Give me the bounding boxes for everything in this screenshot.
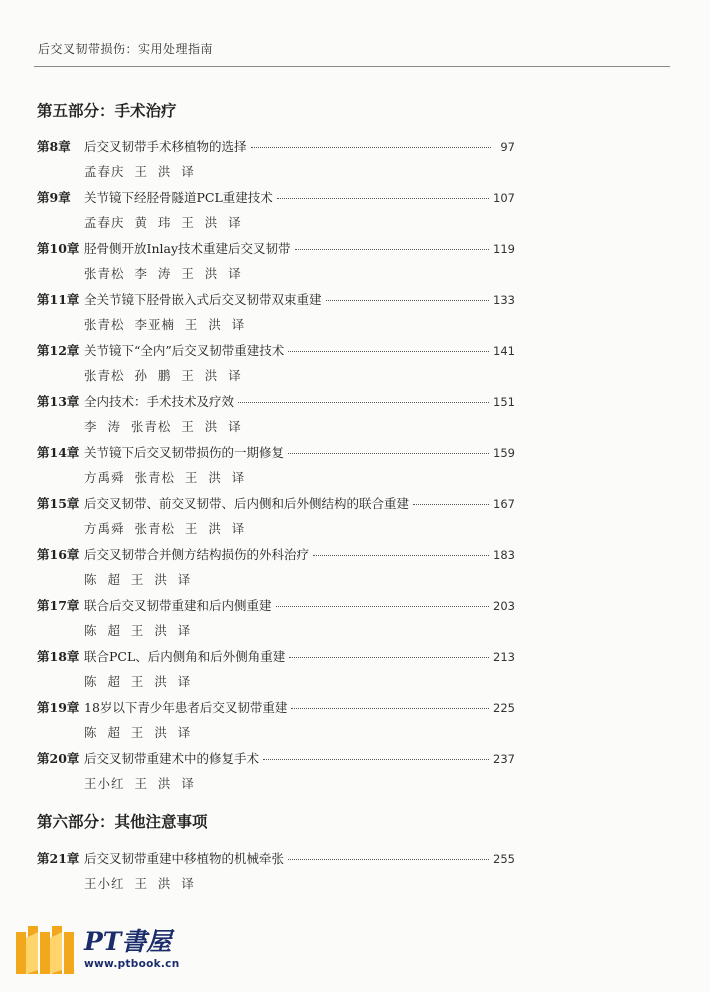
page-number: 167 xyxy=(493,497,515,511)
dot-leader xyxy=(295,248,490,250)
page-number: 255 xyxy=(493,852,515,866)
toc-entry xyxy=(37,848,515,899)
chapter-line[interactable] xyxy=(37,136,515,158)
translators: 陈 超 王 洪 译 xyxy=(84,674,192,689)
chapter-title: 后交叉韧带重建术中的修复手术 xyxy=(84,751,260,766)
chapter-number: 第11章 xyxy=(37,292,80,307)
table-of-contents xyxy=(37,100,515,899)
chapter-number: 第10章 xyxy=(37,241,80,256)
dot-leader xyxy=(289,656,489,658)
section-title: 第五部分：手术治疗 xyxy=(37,101,177,120)
chapter-number: 第16章 xyxy=(37,547,80,562)
page-number: 97 xyxy=(500,140,515,154)
toc-entry xyxy=(37,136,515,187)
chapter-line[interactable] xyxy=(37,493,515,515)
chapter-title: 后交叉韧带手术移植物的选择 xyxy=(84,139,247,154)
toc-entry xyxy=(37,646,515,697)
chapter-number: 第17章 xyxy=(37,598,80,613)
page-number: 225 xyxy=(493,701,515,715)
running-header: 后交叉韧带损伤：实用处理指南 xyxy=(38,42,214,56)
chapter-title: 联合PCL、后内侧角和后外侧角重建 xyxy=(84,649,286,664)
toc-entry xyxy=(37,238,515,289)
translators: 张青松 李 涛 王 洪 译 xyxy=(84,266,242,281)
dot-leader xyxy=(288,858,489,860)
chapter-line[interactable] xyxy=(37,289,515,311)
chapter-line[interactable] xyxy=(37,748,515,770)
dot-leader xyxy=(291,707,489,709)
translators: 方禹舜 张青松 王 洪 译 xyxy=(84,521,246,536)
chapter-line[interactable] xyxy=(37,442,515,464)
toc-entry xyxy=(37,187,515,238)
page-number: 159 xyxy=(493,446,515,460)
translators: 李 涛 张青松 王 洪 译 xyxy=(84,419,242,434)
translators: 王小红 王 洪 译 xyxy=(84,776,195,791)
chapter-number: 第15章 xyxy=(37,496,80,511)
chapter-line[interactable] xyxy=(37,848,515,870)
dot-leader xyxy=(288,452,489,454)
chapter-line[interactable] xyxy=(37,238,515,260)
header-rule xyxy=(34,66,670,67)
chapter-number: 第12章 xyxy=(37,343,80,358)
dot-leader xyxy=(413,503,489,505)
toc-entry xyxy=(37,289,515,340)
page-number: 183 xyxy=(493,548,515,562)
translators: 孟春庆 黄 玮 王 洪 译 xyxy=(84,215,242,230)
translators: 孟春庆 王 洪 译 xyxy=(84,164,195,179)
toc-entry xyxy=(37,595,515,646)
chapter-title: 18岁以下青少年患者后交叉韧带重建 xyxy=(84,700,288,715)
book-stack-logo-icon xyxy=(14,918,80,978)
page-number: 133 xyxy=(493,293,515,307)
chapter-number: 第9章 xyxy=(37,190,71,205)
translators: 陈 超 王 洪 译 xyxy=(84,725,192,740)
chapter-title: 关节镜下经胫骨隧道PCL重建技术 xyxy=(84,190,273,205)
chapter-title: 关节镜下“全内”后交叉韧带重建技术 xyxy=(84,343,285,358)
chapter-title: 后交叉韧带重建中移植物的机械牵张 xyxy=(84,851,285,866)
translators: 张青松 李亚楠 王 洪 译 xyxy=(84,317,246,332)
page-number: 213 xyxy=(493,650,515,664)
chapter-number: 第18章 xyxy=(37,649,80,664)
page-number: 151 xyxy=(493,395,515,409)
chapter-line[interactable] xyxy=(37,697,515,719)
chapter-line[interactable] xyxy=(37,544,515,566)
page-number: 237 xyxy=(493,752,515,766)
chapter-title: 胫骨侧开放Inlay技术重建后交叉韧带 xyxy=(84,241,291,256)
watermark-name: PT書屋 xyxy=(84,927,172,956)
chapter-title: 后交叉韧带、前交叉韧带、后内侧和后外侧结构的联合重建 xyxy=(84,496,410,511)
section-title: 第六部分：其他注意事项 xyxy=(37,812,208,831)
page-number: 119 xyxy=(493,242,515,256)
chapter-number: 第8章 xyxy=(37,139,71,154)
dot-leader xyxy=(288,350,489,352)
toc-entry xyxy=(37,748,515,799)
toc-entry xyxy=(37,442,515,493)
watermark-logo xyxy=(14,918,204,978)
chapter-title: 后交叉韧带合并侧方结构损伤的外科治疗 xyxy=(84,547,310,562)
chapter-title: 全关节镜下胫骨嵌入式后交叉韧带双束重建 xyxy=(84,292,322,307)
chapter-line[interactable] xyxy=(37,340,515,362)
translators: 张青松 孙 鹏 王 洪 译 xyxy=(84,368,242,383)
chapter-title: 关节镜下后交叉韧带损伤的一期修复 xyxy=(84,445,285,460)
dot-leader xyxy=(263,758,489,760)
dot-leader xyxy=(313,554,489,556)
translators: 方禹舜 张青松 王 洪 译 xyxy=(84,470,246,485)
translators: 王小红 王 洪 译 xyxy=(84,876,195,891)
toc-entry xyxy=(37,340,515,391)
chapter-number: 第21章 xyxy=(37,851,80,866)
chapter-title: 全内技术：手术技术及疗效 xyxy=(84,394,235,409)
dot-leader xyxy=(277,197,489,199)
translators: 陈 超 王 洪 译 xyxy=(84,623,192,638)
toc-entry xyxy=(37,493,515,544)
translators: 陈 超 王 洪 译 xyxy=(84,572,192,587)
chapter-line[interactable] xyxy=(37,187,515,209)
dot-leader xyxy=(251,146,491,148)
chapter-line[interactable] xyxy=(37,646,515,668)
chapter-line[interactable] xyxy=(37,391,515,413)
dot-leader xyxy=(276,605,490,607)
page-number: 141 xyxy=(493,344,515,358)
toc-entry xyxy=(37,697,515,748)
chapter-title: 联合后交叉韧带重建和后内侧重建 xyxy=(84,598,272,613)
page-number: 107 xyxy=(493,191,515,205)
chapter-number: 第13章 xyxy=(37,394,80,409)
toc-entry xyxy=(37,391,515,442)
dot-leader xyxy=(326,299,490,301)
dot-leader xyxy=(238,401,489,403)
chapter-line[interactable] xyxy=(37,595,515,617)
toc-entry xyxy=(37,544,515,595)
chapter-number: 第14章 xyxy=(37,445,80,460)
watermark-url: www.ptbook.cn xyxy=(84,958,180,970)
page-number: 203 xyxy=(493,599,515,613)
chapter-number: 第20章 xyxy=(37,751,80,766)
chapter-number: 第19章 xyxy=(37,700,80,715)
